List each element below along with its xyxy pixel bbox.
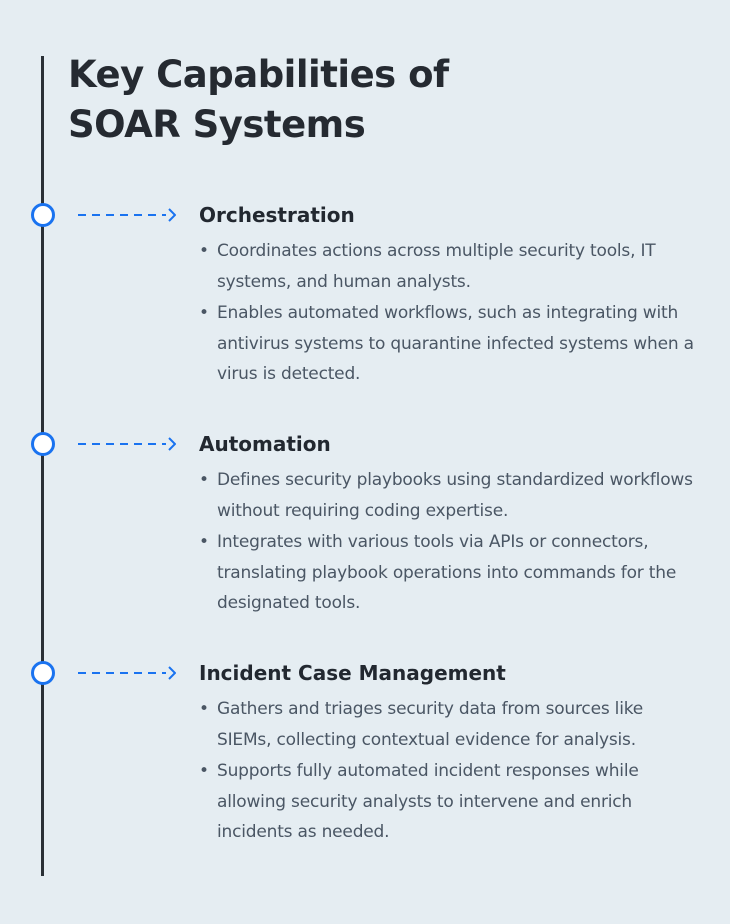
list-item bbox=[199, 298, 699, 390]
circle-node-icon bbox=[31, 661, 55, 685]
title-line-2: SOAR Systems bbox=[68, 103, 366, 146]
bullet-list bbox=[199, 236, 699, 391]
section-heading: Orchestration bbox=[199, 203, 355, 227]
title-line-1: Key Capabilities of bbox=[68, 53, 449, 96]
bullet-icon: • bbox=[199, 761, 209, 781]
list-item bbox=[199, 465, 699, 526]
bullet-icon: • bbox=[199, 699, 209, 719]
bullet-text: Supports fully automated incident responses while allowing security analysts to intervene and enrich incidents as needed. bbox=[217, 761, 639, 842]
bullet-icon: • bbox=[199, 241, 209, 261]
timeline-line bbox=[41, 56, 44, 876]
dashed-arrow-icon bbox=[78, 206, 176, 224]
dashed-arrow-icon bbox=[78, 664, 176, 682]
bullet-text: Gathers and triages security data from sources like SIEMs, collecting contextual evidence for analysis. bbox=[217, 699, 644, 750]
list-item bbox=[199, 236, 699, 297]
section-heading: Incident Case Management bbox=[199, 661, 506, 685]
circle-node-icon bbox=[31, 203, 55, 227]
bullet-text: Defines security playbooks using standardized workflows without requiring coding expertise. bbox=[217, 470, 693, 521]
bullet-text: Integrates with various tools via APIs or connectors, translating playbook operations into commands for the designated tools. bbox=[217, 532, 677, 613]
bullet-icon: • bbox=[199, 470, 209, 490]
list-item bbox=[199, 756, 699, 848]
circle-node-icon bbox=[31, 432, 55, 456]
list-item bbox=[199, 527, 699, 619]
bullet-icon: • bbox=[199, 532, 209, 552]
bullet-list bbox=[199, 694, 699, 849]
dashed-arrow-icon bbox=[78, 435, 176, 453]
bullet-icon: • bbox=[199, 303, 209, 323]
list-item bbox=[199, 694, 699, 755]
bullet-text: Coordinates actions across multiple security tools, IT systems, and human analysts. bbox=[217, 241, 656, 292]
page-title bbox=[68, 50, 628, 150]
bullet-text: Enables automated workflows, such as integrating with antivirus systems to quarantine infected systems when a virus is detected. bbox=[217, 303, 694, 384]
section-heading: Automation bbox=[199, 432, 331, 456]
bullet-list bbox=[199, 465, 699, 620]
